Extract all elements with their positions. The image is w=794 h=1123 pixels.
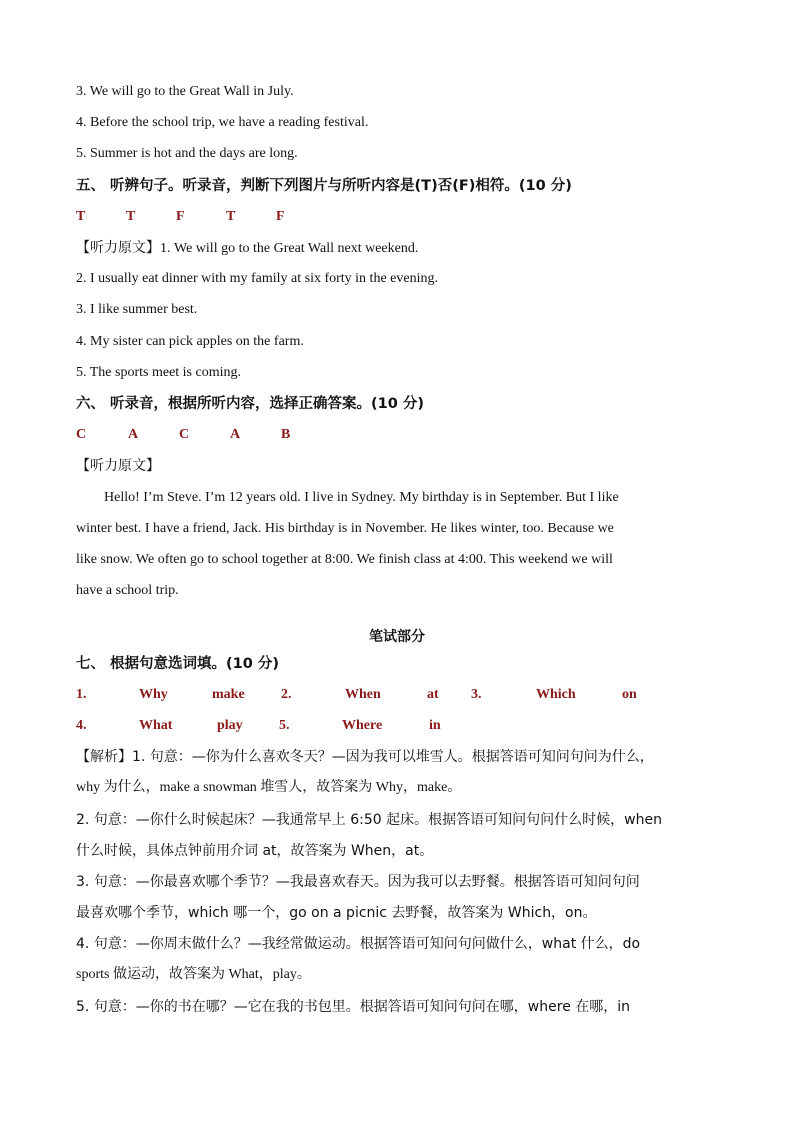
answer-item: A [128,427,139,442]
answer-item: make [212,687,245,702]
answer-item: C [76,427,87,442]
answer-item: A [230,427,241,442]
answer-item: T [76,209,86,224]
answer-item: 2. [281,687,292,702]
transcript-line: 1. We will go to the Great Wall next weekend. [160,241,419,256]
passage-line: Hello! I’m Steve. I’m 12 years old. I live in Sydney. My birthday is in September. But I like [104,490,619,505]
analysis-line: 3. 句意：—你最喜欢哪个季节？—我最喜欢春天。因为我可以去野餐。根据答语可知问句问 [76,874,640,890]
answer-item: at [427,687,439,702]
section-6-heading: 六、 听录音，根据所听内容，选择正确答案。(10 分) [76,396,425,412]
passage-line: like snow. We often go to school together at 8:00. We finish class at 4:00. This weekend we will [76,552,613,567]
section-5-heading: 五、 听辨句子。听录音，判断下列图片与所听内容是(T)否(F)相符。(10 分) [76,178,572,194]
analysis-line: 什么时候，具体点钟前用介词 at，故答案为 When，at。 [76,843,434,859]
analysis-line: 【解析】1. 句意：—你为什么喜欢冬天？—因为我可以堆雪人。根据答语可知问句问为什么， [76,749,654,765]
transcript-line: 3. We will go to the Great Wall in July. [76,84,294,99]
analysis-line: sports 做运动，故答案为 What，play。 [76,967,311,982]
answer-item: F [176,209,185,224]
answer-item: 1. [76,687,87,702]
transcript-line: 3. I like summer best. [76,302,198,317]
answer-item: on [622,687,637,702]
answer-item: What [139,718,173,733]
answer-item: B [281,427,291,442]
answer-item: Which [536,687,576,702]
answer-item: play [217,718,243,733]
analysis-line: 5. 句意：—你的书在哪？—它在我的书包里。根据答语可知问句问在哪，where 在哪，in [76,999,631,1015]
transcript-block [76,239,722,258]
answer-item: T [126,209,136,224]
transcript-line: 2. I usually eat dinner with my family at six forty in the evening. [76,271,438,286]
passage-line: have a school trip. [76,583,179,598]
transcript-label: 【听力原文】 [76,240,160,256]
answer-item: When [345,687,381,702]
answer-item: 4. [76,718,87,733]
written-part-title: 笔试部分 [369,629,425,645]
section-7-heading: 七、 根据句意选词填。(10 分) [76,656,280,672]
transcript-line: 5. Summer is hot and the days are long. [76,146,298,161]
transcript-line: 4. Before the school trip, we have a reading festival. [76,115,369,130]
analysis-line: 2. 句意：—你什么时候起床？—我通常早上 6:50 起床。根据答语可知问句问什么时候，when [76,812,662,828]
answer-item: Why [139,687,168,702]
answer-item: F [276,209,285,224]
answer-item: 3. [471,687,482,702]
analysis-line: 最喜欢哪个季节，which 哪一个，go on a picnic 去野餐，故答案为 Which，on。 [76,905,597,921]
transcript-label: 【听力原文】 [76,458,160,474]
answer-item: 5. [279,718,290,733]
transcript-line: 4. My sister can pick apples on the farm. [76,334,304,349]
analysis-line: why 为什么，make a snowman 堆雪人，故答案为 Why，make。 [76,780,462,795]
answer-item: Where [342,718,383,733]
passage-line: winter best. I have a friend, Jack. His birthday is in November. He likes winter, too. Because we [76,521,614,536]
transcript-line: 5. The sports meet is coming. [76,365,241,380]
answer-item: T [226,209,236,224]
answer-item: C [179,427,190,442]
analysis-line: 4. 句意：—你周末做什么？—我经常做运动。根据答语可知问句问做什么，what 什么，do [76,936,641,952]
answer-item: in [429,718,441,733]
